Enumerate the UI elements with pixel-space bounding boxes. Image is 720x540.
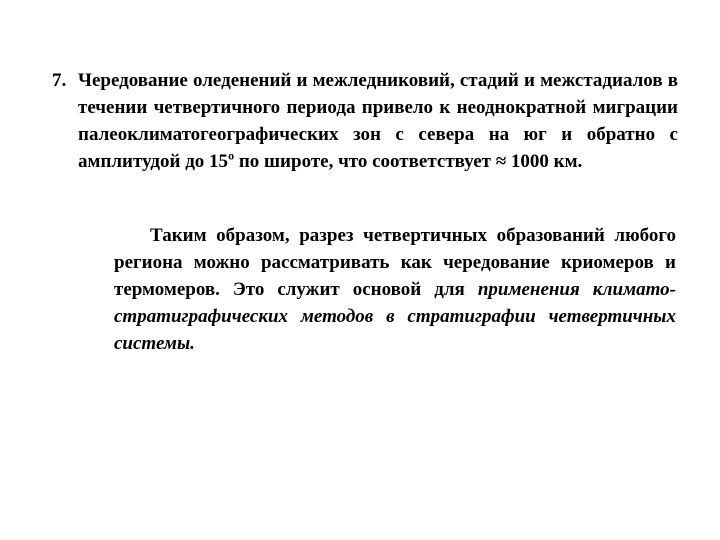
numbered-paragraph (52, 67, 678, 175)
conclusion-text: Таким образом, разрез четвертичных образований любого региона можно рассматривать как чередование криомеров и термомеров. Это служит основой для (114, 225, 676, 300)
item-body (78, 67, 678, 175)
conclusion-italic-text: применения климато-стратиграфических методов в стратиграфии четвертичных системы. (114, 279, 676, 354)
item-text-main: Чередование оледенений и межледниковий, стадий и межстадиалов в течении четвертичного периода привело к неоднократной миграции палеоклиматогеографических зон с севера на юг и обратно с амплитудой до 15 (78, 70, 678, 172)
item-text-tail: по широте, что соответствует ≈ 1000 км. (234, 151, 583, 172)
item-number: 7. (52, 70, 67, 91)
conclusion-paragraph (114, 222, 676, 357)
degree-mark: o (228, 148, 235, 163)
